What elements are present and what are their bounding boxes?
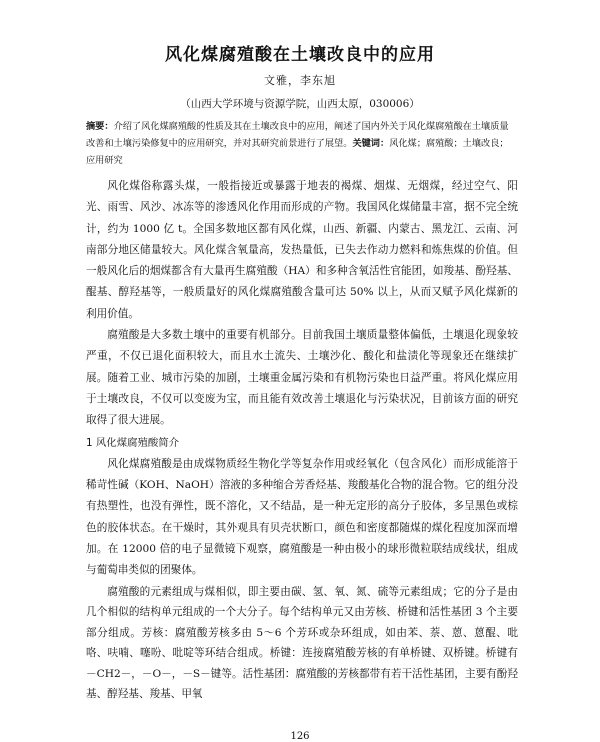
abstract-block <box>86 118 516 169</box>
keywords-text: 风化煤；腐殖酸；土壤改良；应用研究 <box>86 138 509 166</box>
paper-authors: 文雅，李东旭 <box>264 74 336 87</box>
keywords-label: 关键词： <box>352 138 390 149</box>
intro-paragraph-1: 风化煤俗称露头煤，一般指接近或暴露于地表的褐煤、烟煤、无烟煤，经过空气、阳光、雨雪、风沙、冰冻等的渗透风化作用而形成的产物。我国风化煤储量丰富，据不完全统计，约为 1000 亿 t。全国多数地区都有风化煤，山西、新疆、内蒙古、黑龙江、云南、河南部分地区储量较大。风化煤含氧量高，发热量低，已失去作动力燃料和炼焦煤的价值。但一般风化后的烟煤都含有大量再生腐殖酸（HA）和多种含氧活性官能团，如羧基、酚羟基、醌基、醇羟基等，一般质量好的风化煤腐殖酸含量可达 50% 以上，从而又赋予风化煤新的利用价值。 <box>86 180 518 320</box>
abstract-label: 摘要： <box>86 121 114 132</box>
section-heading-1: 1 风化煤腐殖酸简介 <box>86 436 180 449</box>
intro-paragraph-2: 腐殖酸是大多数土壤中的重要有机部分。目前我国土壤质量整体偏低，土壤退化现象较严重，不仅已退化面积较大，而且水土流失、土壤沙化、酸化和盐渍化等现象还在继续扩展。随着工业、城市污染的加剧，土壤重金属污染和有机物污染也日益严重。将风化煤应用于土壤改良，不仅可以变废为宝，而且能有效改善土壤退化与污染状况，目前该方面的研究取得了很大进展。 <box>86 329 518 427</box>
paper-title: 风化煤腐殖酸在土壤改良中的应用 <box>165 45 435 65</box>
body-text <box>86 176 518 705</box>
paper-affiliation: （山西大学环境与资源学院，山西太原，030006） <box>180 98 420 110</box>
abstract-text: 介绍了风化煤腐殖酸的性质及其在土壤改良中的应用，阐述了国内外关于风化煤腐殖酸在土壤质量改善和土壤污染修复中的应用研究，并对其研究前景进行了展望。 <box>86 121 509 149</box>
page-number: 126 <box>290 731 310 742</box>
section1-paragraph-1: 风化煤腐殖酸是由成煤物质经生物化学等复杂作用或经氧化（包含风化）而形成能溶于稀苛性碱（KOH、NaOH）溶液的多种缩合芳香烃基、羧酸基化合物的混合物。它的组分没有热塑性，也没有弹性，既不溶化，又不结晶，是一种无定形的高分子胶体，多呈黑色或棕色的胶体状态。在干燥时，其外观具有贝壳状断口，颜色和密度都随煤的煤化程度加深而增加。在 12000 倍的电子显微镜下观察，腐殖酸是一种由极小的球形微粒联结成线状，组成与葡萄串类似的团聚体。 <box>86 457 518 577</box>
section1-paragraph-2: 腐殖酸的元素组成与煤相似，即主要由碳、氢、氧、氮、硫等元素组成；它的分子是由几个相似的结构单元组成的一个大分子。每个结构单元又由芳核、桥键和活性基团 3 个主要部分组成。芳核：腐殖酸芳核多由 5～6 个芳环或杂环组成，如由苯、萘、蒽、蒽醌、吡咯、呋喃、噻吩、吡啶等环结合组成。桥键：连接腐殖酸芳核的有单桥键、双桥键。桥键有－CH2－，－O－，－S－键等。活性基团：腐殖酸的芳核都带有若干活性基团，主要有酚羟基、醇羟基、羧基、甲氧 <box>86 585 518 701</box>
